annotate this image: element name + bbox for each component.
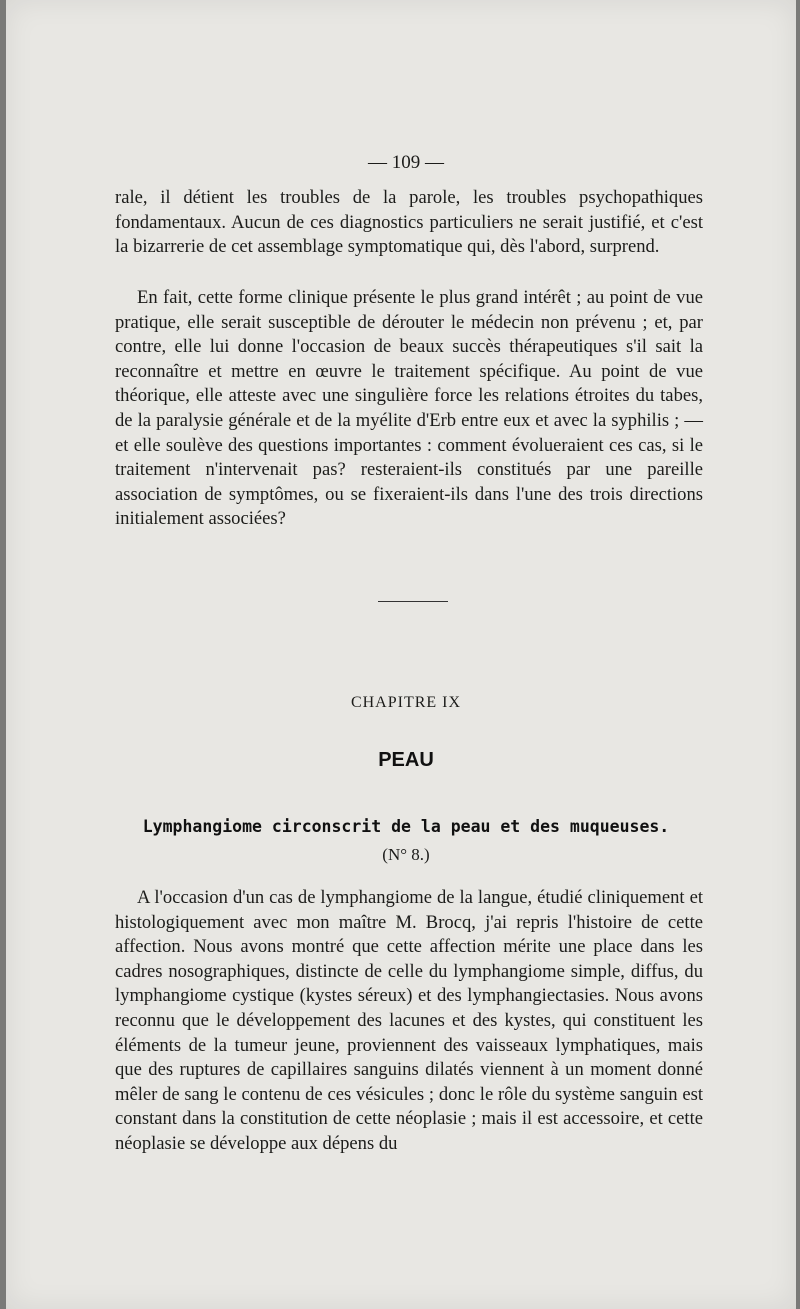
chapter-heading: CHAPITRE IX bbox=[350, 694, 462, 711]
section-divider bbox=[378, 601, 448, 602]
paragraph-continuation: rale, il détient les troubles de la parole, les troubles psychopathiques fondamentaux. Aucun de ces diagnostics particuliers ne serait justifié, et c'est la bizarrerie de cet assemblage symptomatique qui, dès l'abord, surprend. bbox=[115, 187, 703, 258]
article-number: (N° 8.) bbox=[382, 845, 430, 864]
paragraph-lymphangioma: A l'occasion d'un cas de lymphangiome de la langue, étudié cliniquement et histologiquement avec mon maître M. Brocq, j'ai repris l'histoire de cette affection. Nous avons montré que cette affection mérite une place dans les cadres nosographiques, distincte de celle du lymphangiome simple, diffus, du lymphangiome cystique (kystes séreux) et des lymphangiectasies. Nous avons reconnu que le développement des lacunes et des kystes, qui constituent les éléments de la tumeur jeune, proviennent des vaisseaux lymphatiques, mais que des ruptures de capillaires sanguins dilatés viennent à un moment donné mêler de sang le contenu de ces vésicules ; donc le rôle du système sanguin est constant dans la constitution de cette néoplasie ; mais il est accessoire, et cette néoplasie se développe aux dépens du bbox=[115, 887, 703, 1154]
paragraph-clinical-interest: En fait, cette forme clinique présente le plus grand intérêt ; au point de vue pratique, elle serait susceptible de dérouter le médecin non prévenu ; et, par contre, elle lui donne l'occasion de beaux succès thérapeutiques s'il sait la reconnaître et mettre en œuvre le traitement spécifique. Au point de vue théorique, elle atteste avec une singulière force les relations étroites du tabes, de la paralysie générale et de la myélite d'Erb entre eux et avec la syphilis ; — et elle soulève des questions importantes : comment évolueraient ces cas, si le traitement n'intervenait pas? resteraient-ils constitués par une pareille association de symptômes, ou se fixeraient-ils dans l'une des trois directions initialement associées? bbox=[115, 287, 703, 530]
article-title: Lymphangiome circonscrit de la peau et des muqueuses. bbox=[142, 817, 670, 836]
section-heading: PEAU bbox=[378, 749, 434, 771]
book-page bbox=[6, 0, 796, 1309]
page-number: — 109 — bbox=[368, 152, 444, 173]
